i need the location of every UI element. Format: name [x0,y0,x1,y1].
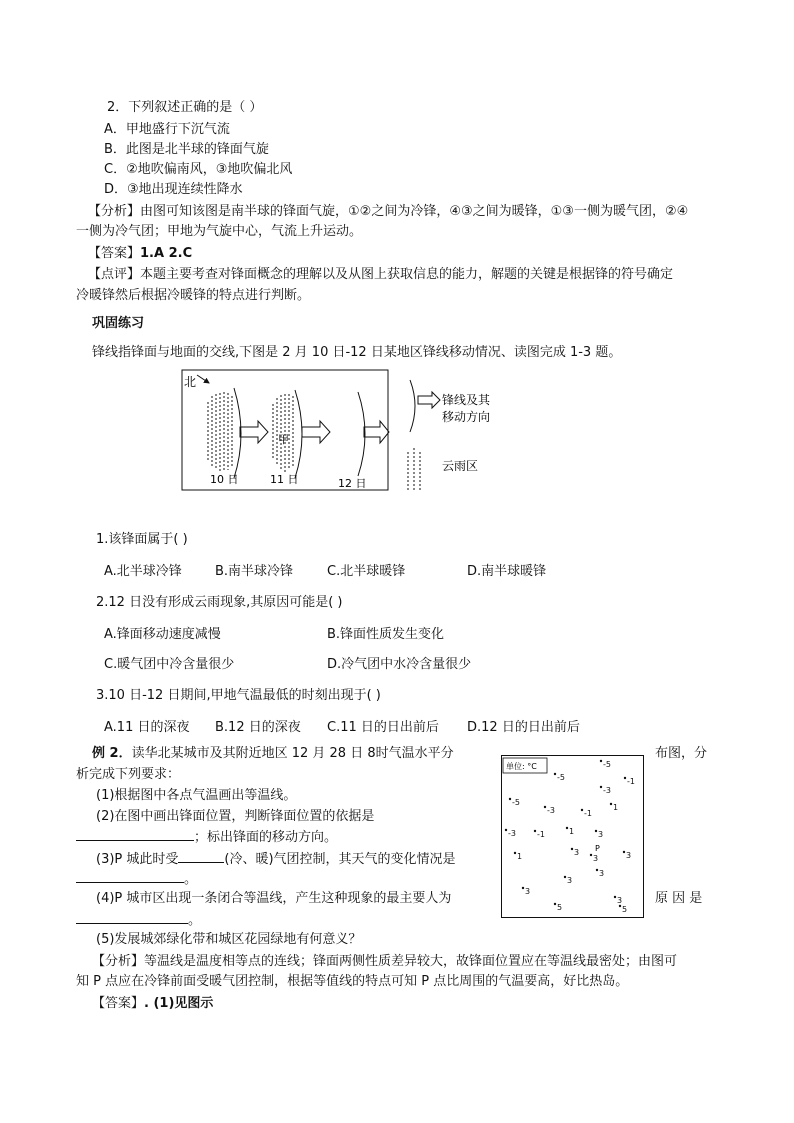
legend-arrow-icon [418,392,440,408]
temperature-point-value: 1 [613,803,619,812]
analysis2-line-1 [92,953,677,970]
ex2-req-3c: 。 [184,872,198,887]
rain-area-day10 [208,392,232,472]
temperature-point-value: 3 [598,830,604,839]
temperature-point-dot [554,903,556,905]
ex2-req-4c: 。 [188,913,202,928]
temperature-point-dot [534,830,536,832]
temperature-point-value: 1 [569,827,575,836]
temperature-point-value: 3 [574,848,580,857]
day11-label: 11 日 [270,473,299,486]
move-arrow-3-icon [364,421,389,443]
temperature-points [505,760,635,914]
temperature-point-dot [623,851,625,853]
p1-stem: 1.该锋面属于( ) [96,532,188,547]
temperature-point-value: -1 [537,830,545,839]
comment-line-2: 冷暖锋然后根据冷暖锋的特点进行判断。 [76,288,311,303]
temperature-point-dot [624,777,626,779]
q2-option-c: C．②地吹偏南风，③地吹偏北风 [104,162,293,177]
comment-label: 【点评】 [88,267,141,282]
temperature-point-dot [566,827,568,829]
legend-rain-icon [408,448,420,492]
temperature-point-value: -5 [557,773,565,782]
p1-option-a: A.北半球冷锋 [104,564,182,579]
temperature-point-dot [590,854,592,856]
ex2-req-2a: (2)在图中画出锋面位置，判断锋面位置的依据是 [96,809,375,824]
temperature-point-value: 5 [557,903,563,912]
front-movement-figure [178,366,518,496]
q2-option-b: B．此图是北半球的锋面气旋 [104,142,269,157]
blank-3a[interactable] [178,849,224,863]
temperature-point-value: 3 [626,851,632,860]
q2-option-a: A．甲地盛行下沉气流 [104,122,230,137]
p2-option-c: C.暖气团中冷含量很少 [104,657,235,672]
p2-option-a: A.锋面移动速度减慢 [104,627,221,642]
ex2-req-3-line [96,849,456,868]
map-frame [502,756,644,918]
temperature-point-value: -3 [547,806,555,815]
analysis2-text-1: 等温线是温度相等点的连线；锋面两侧性质差异较大，故锋面位置应在等温线最密处；由图可 [144,954,678,969]
ex2-req-4b: 原 因 是 [655,891,703,906]
q2-stem: 2．下列叙述正确的是（ ） [107,100,263,115]
blank-3b[interactable] [76,869,184,883]
ex2-req-3c-line [76,869,197,888]
day12-label: 12 日 [338,477,367,490]
analysis2-label: 【分析】 [92,954,145,969]
p-city-label: P [595,844,600,853]
p3-option-d: D.12 日的日出前后 [467,720,580,735]
p3-option-b: B.12 日的深夜 [215,720,301,735]
legend-front-label-2: 移动方向 [442,410,491,424]
temperature-point-dot [610,803,612,805]
temperature-point-value: -5 [603,760,611,769]
ex2-req-4a: (4)P 城市区出现一条闭合等温线，产生这种现象的最主要人为 [96,891,452,906]
unit-label: 单位: °C [506,762,537,771]
p1-option-d: D.南半球暖锋 [467,564,547,579]
temperature-point-dot [614,896,616,898]
temperature-point-value: -3 [508,829,516,838]
answer2-value: . (1)见图示 [144,996,214,1011]
legend-front-label-1: 锋线及其 [442,393,491,407]
temperature-point-value: 5 [622,905,628,914]
temperature-point-dot [544,806,546,808]
temperature-point-dot [554,773,556,775]
legend-rain-label: 云雨区 [442,459,479,473]
temperature-point-value: -1 [627,777,635,786]
p3-option-a: A.11 日的深夜 [104,720,190,735]
temperature-point-value: -3 [603,786,611,795]
move-arrow-1-icon [240,421,268,443]
temperature-point-value: 3 [525,887,531,896]
analysis-line-1 [88,203,688,220]
ex2-req-3a: (3)P 城此时受 [96,852,179,867]
temperature-point-value: 3 [617,896,623,905]
answer2-label: 【答案】 [92,996,145,1011]
answer-line [88,245,192,262]
p3-option-c: C.11 日的日出前后 [327,720,439,735]
answer2-line [92,995,213,1012]
temperature-point-value: 3 [593,854,599,863]
analysis-text-1: 由图可知该图是南半球的锋面气旋，①②之间为冷锋，④③之间为暖锋，①③一侧为暖气团，②④ [140,204,689,219]
ex2-intro-2: 析完成下列要求： [76,767,181,782]
legend-front-line [410,380,415,432]
ex2-req-4c-line [76,910,201,929]
blank-4[interactable] [76,910,188,924]
north-arrow-icon [197,375,209,383]
temperature-point-value: 1 [517,852,523,861]
temperature-point-value: -1 [584,809,592,818]
ex2-req-1: (1)根据图中各点气温画出等温线。 [96,788,297,803]
ex2-req-3b: (冷、暖)气团控制，其天气的变化情况是 [224,852,456,867]
blank-2[interactable] [76,827,194,841]
day10-label: 10 日 [210,473,239,486]
temperature-map-figure [501,755,644,918]
temperature-point-dot [564,876,566,878]
analysis-line-2: 一侧为冷气团；甲地为气旋中心，气流上升运动。 [76,224,363,239]
q2-option-d: D．③地出现连续性降水 [104,182,243,197]
analysis2-line-2: 知 P 点应在冷锋前面受暖气团控制，根据等值线的特点可知 P 点比周围的气温要高，好比热岛。 [76,974,629,989]
p3-stem: 3.10 日-12 日期间,甲地气温最低的时刻出现于( ) [96,688,381,703]
temperature-point-value: 3 [567,876,573,885]
temperature-point-dot [619,905,621,907]
front-line-day11 [295,390,302,478]
temperature-point-dot [581,809,583,811]
comment-text-1: 本题主要考查对锋面概念的理解以及从图上获取信息的能力，解题的关键是根据锋的符号确定 [140,267,674,282]
practice-intro: 锋线指锋面与地面的交线,下图是 2 月 10 日-12 日某地区锋线移动情况、读图完成 1-3 题。 [92,345,622,360]
answer-label: 【答案】 [88,246,141,261]
p2-option-d: D.冷气团中水冷含量很少 [327,657,472,672]
temperature-point-dot [509,798,511,800]
move-arrow-2-icon [302,421,330,443]
ex2-req-2b: ；标出锋面的移动方向。 [194,830,338,845]
temperature-point-dot [505,829,507,831]
temperature-point-value: 3 [599,869,605,878]
analysis-label: 【分析】 [88,204,141,219]
temperature-point-dot [600,786,602,788]
ex2-intro-b: 布图，分 [655,746,708,761]
temperature-point-dot [595,830,597,832]
comment-line-1 [88,266,673,283]
temperature-point-dot [571,848,573,850]
p2-stem: 2.12 日没有形成云雨现象,其原因可能是( ) [96,595,343,610]
temperature-point-dot [514,852,516,854]
temperature-point-dot [522,887,524,889]
ex2-intro [92,745,454,762]
north-label: 北 [184,375,197,389]
ex2-label: 例 2． [92,746,132,761]
p1-option-c: C.北半球暖锋 [327,564,406,579]
ex2-req-2-line [76,827,337,846]
temperature-point-value: -5 [512,798,520,807]
temperature-point-dot [600,760,602,762]
jia-label: 甲 [278,433,289,446]
practice-heading: 巩固练习 [92,316,145,331]
p2-option-b: B.锋面性质发生变化 [327,627,445,642]
temperature-point-dot [596,869,598,871]
p1-option-b: B.南半球冷锋 [215,564,294,579]
ex2-req-5: (5)发展城郊绿化带和城区花园绿地有何意义？ [96,932,362,947]
ex2-intro-a: 读华北某城市及其附近地区 12 月 28 日 8时气温水平分 [131,746,454,761]
answer-value: 1.A 2.C [140,246,193,261]
